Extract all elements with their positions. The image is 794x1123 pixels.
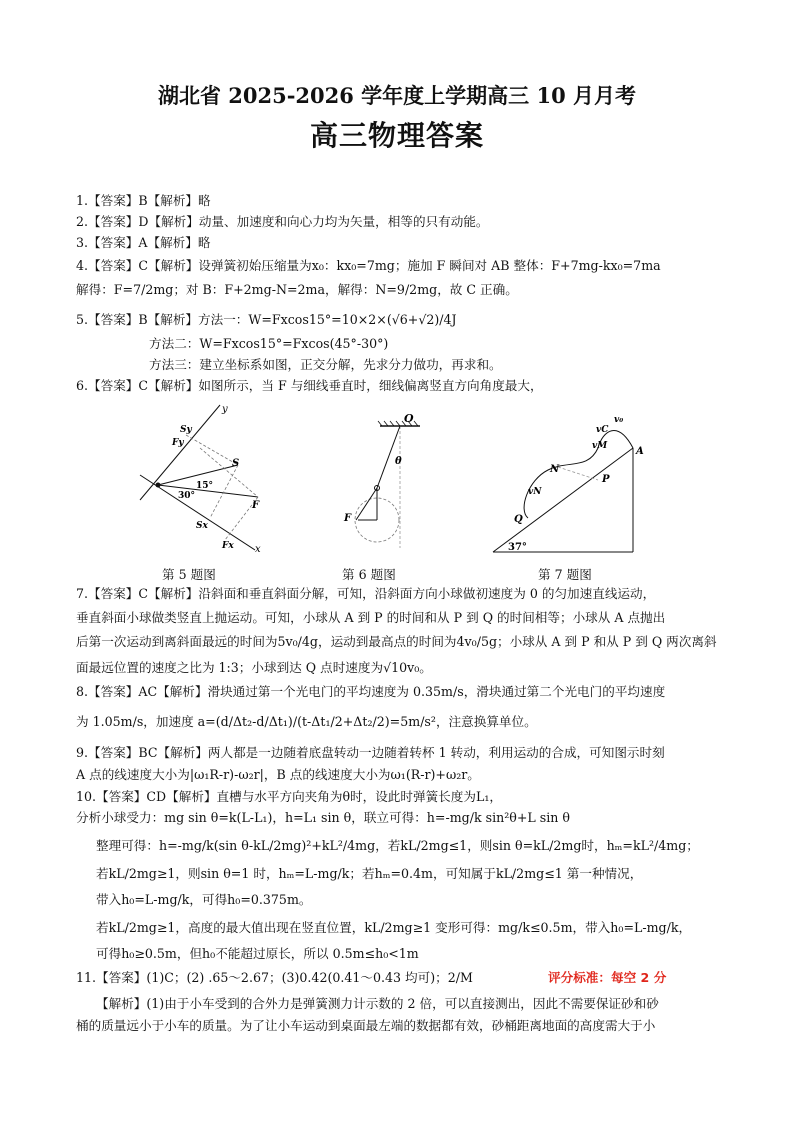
answer-7-line4: 面最远位置的速度之比为 1:3；小球到达 Q 点时速度为√10v₀。 [76, 660, 432, 675]
figure-7 [488, 410, 648, 558]
fig6-f-label: F [344, 513, 352, 524]
fig5-angle-15: 15° [196, 481, 214, 491]
answer-3: 3.【答案】A【解析】略 [76, 235, 211, 250]
answer-6: 6.【答案】C【解析】如图所示，当 F 与细线垂直时，细线偏离竖直方向角度最大， [76, 378, 543, 393]
fig5-y-label: y [222, 404, 228, 415]
fig7-p-label: P [602, 474, 610, 485]
answer-10-line1: 10.【答案】CD【解析】直槽与水平方向夹角为θ时，设此时弹簧长度为L₁， [76, 789, 502, 804]
answer-11-line1: 11.【答案】(1)C；(2) .65～2.67；(3)0.42(0.41～0.43 均可)；2/M [76, 970, 473, 985]
fig6-theta-label: θ [395, 456, 402, 467]
fig7-vc-label: vC [596, 425, 609, 435]
page-title: 高三物理答案 [309, 119, 484, 152]
answer-11-line2: 【解析】(1)由于小车受到的合外力是弹簧测力计示数的 2 倍，可以直接测出，因此不需要保证砂和砂 [96, 996, 659, 1011]
answer-10-line3: 整理可得：h=-mg/k(sin θ-kL/2mg)²+kL²/4mg，若kL/2mg≤1，则sin θ=kL/2mg时，hₘ=kL²/4mg； [96, 838, 699, 853]
figure-6-caption: 第 6 题图 [342, 567, 396, 582]
answer-4: 4.【答案】C【解析】设弹簧初始压缩量为x₀：kx₀=7mg；施加 F 瞬间对 AB 整体：F+7mg-kx₀=7ma [76, 258, 661, 273]
scoring-note: 评分标准：每空 2 分 [548, 970, 667, 985]
answer-10-line2: 分析小球受力：mg sin θ=k(L-L₁)，h=L₁ sin θ，联立可得：h=-mg/k sin²θ+L sin θ [76, 810, 570, 825]
fig7-n-label: N [550, 464, 560, 475]
fig7-v0-label: v₀ [614, 415, 624, 425]
fig7-a-label: A [636, 446, 644, 457]
fig5-f-label: F [252, 500, 260, 511]
fig5-fx-label: Fx [222, 541, 234, 551]
fig7-angle-37: 37° [508, 542, 527, 553]
answer-5-method3: 方法三：建立坐标系如图，正交分解，先求分力做功，再求和。 [149, 357, 502, 372]
answer-5: 5.【答案】B【解析】方法一：W=Fxcos15°=10×2×(√6+√2)/4J [76, 312, 457, 327]
answer-7-line1: 7.【答案】C【解析】沿斜面和垂直斜面分解，可知，沿斜面方向小球做初速度为 0 的匀加速直线运动， [76, 586, 656, 601]
fig5-x-label: x [255, 544, 261, 555]
fig7-vm-label: vM [592, 441, 608, 451]
answer-10-line7: 可得h₀≥0.5m，但h₀不能超过原长，所以 0.5m≤h₀<1m [96, 946, 419, 961]
fig6-o-label: O [404, 412, 414, 425]
fig5-fy-label: Fy [172, 438, 184, 448]
answer-10-line4: 若kL/2mg≥1，则sin θ=1 时，hₘ=L-mg/k；若hₘ=0.4m，可知属于kL/2mg≤1 第一种情况， [96, 866, 643, 881]
answer-10-line6: 若kL/2mg≥1，高度的最大值出现在竖直位置，kL/2mg≥1 变形可得：mg/k≤0.5m，带入h₀=L-mg/k， [96, 920, 692, 935]
figure-5-caption: 第 5 题图 [162, 567, 216, 582]
answer-5-method2: 方法二：W=Fxcos15°=Fxcos(45°-30°) [149, 336, 389, 351]
answer-9-line1: 9.【答案】BC【解析】两人都是一边随着底盘转动一边随着转杯 1 转动，利用运动的合成，可知图示时刻 [76, 745, 665, 760]
fig7-vn-label: vN [528, 487, 542, 497]
answer-2: 2.【答案】D【解析】动量、加速度和向心力均为矢量，相等的只有动能。 [76, 214, 489, 229]
fig5-sy-label: Sy [180, 425, 192, 435]
answer-1: 1.【答案】B【解析】略 [76, 193, 211, 208]
figure-5 [130, 400, 280, 560]
answer-7-line3: 后第一次运动到离斜面最远的时间为5v₀/4g，运动到最高点的时间为4v₀/5g；小球从 A 到 P 和从 P 到 Q 两次离斜 [76, 634, 717, 649]
exam-title: 湖北省 2025-2026 学年度上学期高三 10 月月考 [157, 83, 637, 108]
answer-11-line3: 桶的质量远小于小车的质量。为了让小车运动到桌面最左端的数据都有效，砂桶距离地面的高度需大于小 [76, 1018, 656, 1033]
answer-10-line5: 带入h₀=L-mg/k，可得h₀=0.375m。 [96, 892, 312, 907]
fig5-angle-30: 30° [178, 491, 196, 501]
fig5-s-label: S [232, 458, 240, 469]
figure-7-caption: 第 7 题图 [538, 567, 592, 582]
fig7-q-label: Q [514, 514, 523, 525]
answer-8-line2: 为 1.05m/s，加速度 a=(d/Δt₂-d/Δt₁)/(t-Δt₁/2+Δt₂/2)=5m/s²，注意换算单位。 [76, 714, 537, 729]
answer-7-line2: 垂直斜面小球做类竖直上抛运动。可知，小球从 A 到 P 的时间和从 P 到 Q 的时间相等；小球从 A 点抛出 [76, 610, 666, 625]
figure-6 [340, 408, 430, 558]
answer-4-cont: 解得：F=7/2mg；对 B：F+2mg-N=2ma，解得：N=9/2mg，故 C 正确。 [76, 282, 518, 297]
answer-8-line1: 8.【答案】AC【解析】滑块通过第一个光电门的平均速度为 0.35m/s，滑块通过第二个光电门的平均速度 [76, 684, 666, 699]
fig5-sx-label: Sx [196, 521, 208, 531]
answer-9-line2: A 点的线速度大小为|ω₁R-r)-ω₂r|，B 点的线速度大小为ω₁(R-r)+ω₂r。 [76, 767, 480, 782]
